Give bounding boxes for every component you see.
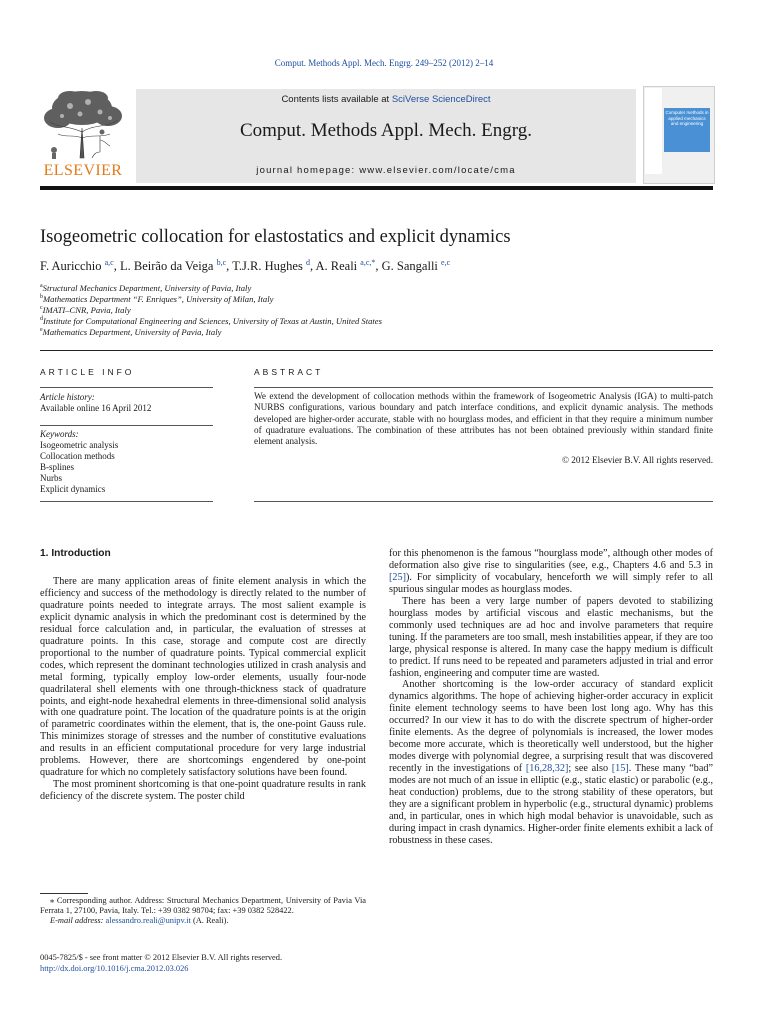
contents-line xyxy=(136,94,636,105)
affiliation-text: IMATI–CNR, Pavia, Italy xyxy=(42,305,131,315)
abstract-copyright: © 2012 Elsevier B.V. All rights reserved. xyxy=(562,455,713,465)
paper-title: Isogeometric collocation for elastostatics and explicit dynamics xyxy=(40,227,511,247)
author-affiliation-marker[interactable]: b,c xyxy=(216,258,227,267)
keyword: Nurbs xyxy=(40,473,62,483)
body-paragraph xyxy=(389,548,713,596)
affiliation xyxy=(40,283,251,293)
keyword: B-splines xyxy=(40,462,75,472)
section-heading: 1. Introduction xyxy=(40,548,111,559)
affiliation-text: Institute for Computational Engineering and Sciences, University of Texas at Austin, United States xyxy=(43,316,382,326)
left-column xyxy=(40,576,366,803)
keyword: Collocation methods xyxy=(40,451,115,461)
author-name: A. Reali xyxy=(315,259,361,274)
doi-link[interactable]: http://dx.doi.org/10.1016/j.cma.2012.03.026 xyxy=(40,963,189,973)
divider xyxy=(254,387,713,388)
author-name: T.J.R. Hughes xyxy=(232,259,306,274)
abstract-heading: ABSTRACT xyxy=(254,367,324,377)
affiliation-key: d xyxy=(40,316,43,323)
journal-name: Comput. Methods Appl. Mech. Engrg. xyxy=(239,120,533,141)
contents-prefix: Contents lists available at xyxy=(281,94,392,105)
author-affiliation-marker[interactable]: a,c,* xyxy=(360,258,376,267)
text-run: Another shortcoming is the low-order accuracy of standard explicit dynamics algorithms. The hope of achieving higher-order accuracy in explicit finite element technology seems to have been lost long ago. Why has this occurred? In our view it has to do with the discrete spectrum of higher-order finite elements. As the degree of polynomials is increased, the lower modes become more accurate, which is theoretically well understood, but the higher modes diverge with polynomial degree, a surprising result that was discovered recently in the investigations of xyxy=(389,679,713,775)
journal-homepage xyxy=(136,165,636,176)
keywords-label: Keywords: xyxy=(40,429,79,439)
keyword: Isogeometric analysis xyxy=(40,440,119,450)
text-run: for this phenomenon is the famous “hourglass mode”, although other modes of deformation also give rise to singularities (see, e.g., Chapters 4.6 and 5.3 in xyxy=(389,548,713,571)
affiliation-key: e xyxy=(40,327,43,334)
corresponding-author-note: ⁎ Corresponding author. Address: Structural Mechanics Department, University of Pavia Via Ferrata 1, 27100, Pavia, Italy. Tel.: +39 0382 98704; fax: +39 0382 528422. xyxy=(40,896,366,916)
abstract-text: We extend the development of collocation methods within the framework of Isogeometric Analysis (IGA) to multi-patch NURBS configurations, various boundary and patch interface conditions, and explicit dynamic analysis. The methods developed are higher-order accurate, stable with no hourglass modes, and efficient in that they require a minimum number of quadrature evaluations. The combination of these attributes has not been obtained previously within standard finite element analysis. xyxy=(254,391,713,447)
publisher-logo-text: ELSEVIER xyxy=(43,162,123,179)
affiliation xyxy=(40,327,221,337)
right-column xyxy=(389,548,713,847)
author-affiliation-marker[interactable]: a,c xyxy=(104,258,114,267)
affiliation-text: Mathematics Department “F. Enriques”, University of Milan, Italy xyxy=(43,294,274,304)
title-rule xyxy=(40,350,713,351)
divider xyxy=(40,387,213,388)
author-separator: , xyxy=(375,259,382,274)
journal-citation-link[interactable]: Comput. Methods Appl. Mech. Engrg. 249–252 (2012) 2–14 xyxy=(274,58,494,68)
divider xyxy=(40,425,213,426)
cover-title: Computer methods in applied mechanics and engineering xyxy=(665,110,709,127)
affiliation-key: b xyxy=(40,294,43,301)
author-separator: , xyxy=(113,259,120,274)
citation-link[interactable]: [15] xyxy=(611,763,629,775)
author-affiliation-marker[interactable]: e,c xyxy=(441,258,451,267)
affiliation-key: a xyxy=(40,283,43,290)
text-run: ). For simplicity of vocabulary, henceforth we will simply refer to all spurious singular modes as hourglass modes. xyxy=(389,571,713,595)
history-label: Article history: xyxy=(40,392,95,402)
footnote-rule xyxy=(40,893,88,894)
keyword: Explicit dynamics xyxy=(40,484,106,494)
sciencedirect-link[interactable]: SciVerse ScienceDirect xyxy=(391,94,491,105)
divider xyxy=(254,501,713,502)
author-affiliation-marker[interactable]: d xyxy=(305,258,310,267)
issn-line: 0045-7825/$ - see front matter © 2012 Elsevier B.V. All rights reserved. xyxy=(40,953,283,962)
cover-band xyxy=(645,88,662,174)
author-separator: , xyxy=(309,259,316,274)
email-line xyxy=(40,916,366,926)
affiliation-text: Mathematics Department, University of Pavia, Italy xyxy=(42,327,222,337)
email-link[interactable]: alessandro.reali@unipv.it xyxy=(105,916,191,926)
footnote xyxy=(40,896,366,927)
citation-link[interactable]: [25] xyxy=(389,571,406,583)
history-value: Available online 16 April 2012 xyxy=(40,403,152,413)
affiliation-key: c xyxy=(40,305,43,312)
text-run: . These many “bad” modes are not much of an issue in elliptic (e.g., static elastic) or parabolic (e.g., heat conduction) problems, due to the strong stability of these operators, but they are a significant problem in hyperbolic (e.g., structural dynamic) problems and, in particular, ones in which high modal behavior is unavoidable, such as during impact in crash dynamics. Higher-order finite elements exhibit a lack of robustness in these cases. xyxy=(389,763,714,846)
author-separator: , xyxy=(226,259,233,274)
affiliation xyxy=(40,316,382,326)
body-paragraph: The most prominent shortcoming is that one-point quadrature results in rank deficiency of the discrete system. The poster child xyxy=(40,779,366,803)
affiliation xyxy=(40,305,131,315)
affiliation-text: Structural Mechanics Department, University of Pavia, Italy xyxy=(42,283,252,293)
keyword-list xyxy=(40,440,118,495)
body-paragraph: There are many application areas of finite element analysis in which the efficiency and success of the methodology is directly related to the number of quadrature points needed to integrate arrays. The most salient example is explicit dynamic analysis in which the predominant cost is determined by the residual force calculation and, in particular, the evaluation of stresses at quadrature points. In this case, storage and compute cost are directly proportional to the number of quadrature points. Typical commercial explicit codes, which represent the dominant technologies utilized in crash analysis and metal forming, typically employ low-order elements, usually four-node quadrilateral shell elements with one through-thickness stack of quadrature points, and eight-node hexahedral elements in three-dimensional solid analysis with one quadrature point. The location of the quadrature points is at the origin of parametric coordinates within the element, that is, the one-point Gauss rule. This minimizes storage of stresses and the number of constitutive evaluations and results in an efficient computational procedure for very large industrial problems. However, there are shortcomings engendered by one-point quadrature for which no completely satisfactory solutions have been found. xyxy=(40,576,366,779)
author-list xyxy=(40,258,450,274)
email-suffix: (A. Reali). xyxy=(190,916,229,926)
author-name: L. Beirão da Veiga xyxy=(119,259,217,274)
text-run: ; see also xyxy=(568,763,612,775)
body-paragraph xyxy=(389,679,713,846)
front-matter xyxy=(40,953,282,975)
homepage-link[interactable]: www.elsevier.com/locate/cma xyxy=(359,165,516,176)
affiliation xyxy=(40,294,273,304)
citation-link[interactable]: [16,28,32] xyxy=(525,763,569,775)
homepage-prefix: journal homepage: xyxy=(256,165,360,176)
divider xyxy=(40,501,213,502)
email-label: E-mail address: xyxy=(50,916,106,926)
header-rule xyxy=(40,186,713,190)
author-name: G. Sangalli xyxy=(381,259,442,274)
body-paragraph: There has been a very large number of papers devoted to stabilizing hourglass modes by artificial viscous and elastic mechanisms, but the commonly used techniques are ad hoc and involve parameters that require tuning. If the parameters are too small, mesh instabilities appear, if they are too large, physical response is altered. In many case the happy medium is difficult to predict. If runs need to be repeated and parameters adjusted in trial and error fashion, engineering and computer time are wasted. xyxy=(389,595,713,679)
article-info-heading: ARTICLE INFO xyxy=(40,367,135,377)
author-name: F. Auricchio xyxy=(40,259,105,274)
